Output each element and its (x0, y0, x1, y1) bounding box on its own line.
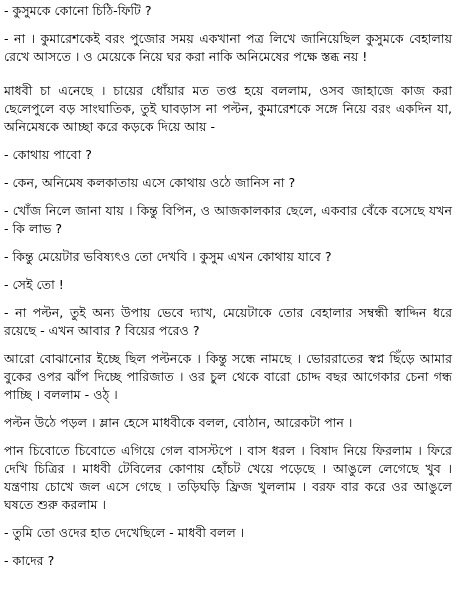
dialogue-line: - কেন, অনিমেষ কলকাতায় এসে কোথায় ওঠে জানিস না ? (4, 175, 296, 190)
narrative-paragraph: পল্টন উঠে পড়ল । ম্লান হেসে মাধবীকে বলল, বোঠান, আরেকটা পান । (4, 415, 353, 430)
dialogue-line: - না । কুমারেশকেই বরং পুজোর সময় একখানা পত্র লিখে জানিয়েছিল কুসুমকে বেহালায় রেখে আসতে । ও মেয়েকে নিয়ে ঘর করা নাকি অনিমেষের পক্ষে স্তব্ধ নয় ! (4, 31, 452, 64)
narrative-paragraph: মাধবী চা এনেছে । চায়ের ধোঁয়ার মত তপ্ত হয়ে বললাম, ওসব জাহাজে কাজ করা ছেলেপুলে বড় সাংঘাতিক, তুই ঘাবড়াস না পল্টন, কুমারেশকে সঙ্গে নিয়ে বরং একদিন যা, অনিমেষকে আচ্ছা করে কড়কে দিয়ে আয় - (4, 83, 452, 134)
narrative-paragraph: পান চিবোতে চিবোতে এগিয়ে গেল বাসস্টপে । বাস ধরল । বিষাদ নিয়ে ফিরলাম । ফিরে দেখি চিত্রির । মাধবী টেবিলের কোণায় হোঁচট খেয়ে পড়েছে । আঙুলে লেগেছে খুব । যন্ত্রণায় চোখে জল এসে গেছে । তড়িঘড়ি ফ্রিজ খুললাম । বরফ বার করে ওর আঙুলে ঘষতে শুরু করলাম । (4, 443, 452, 512)
dialogue-line: - কোথায় পাবো ? (4, 147, 92, 162)
dialogue-line: - না পল্টন, তুই অন্য উপায় ভেবে দ্যাখ, মেয়েটাকে তোর বেহালার সম্বন্ধী স্বাদ্দিন ধরে রয়েছে - এখন আবার ? বিয়ের পরেও ? (4, 305, 452, 338)
dialogue-line: - খোঁজ নিলে জানা যায় । কিন্তু বিপিন, ও আজকালকার ছেলে, একবার বেঁকে বসেছে যখন - কি লাভ ? (4, 203, 452, 236)
dialogue-line: - কিন্তু মেয়েটার ভবিষ্যৎও তো দেখবি । কুসুম এখন কোথায় যাবে ? (4, 249, 332, 264)
dialogue-line: - কাদের ? (4, 553, 55, 568)
dialogue-line: - কুসুমকে কোনো চিঠি-ফিটি ? (4, 3, 152, 18)
dialogue-line: - সেই তো ! (4, 277, 64, 292)
narrative-paragraph: আরো বোঝানোর ইচ্ছে ছিল পল্টনকে । কিন্তু সন্ধে নামছে । ভোররাতের স্বপ্ন ছিঁড়ে আমার বুকের ওপর ঝাঁপ দিচ্ছে পারিজাত । ওর চুল থেকে বারো চোদ্দ বছর আগেকার চেনা গন্ধ পাচ্ছি । বললাম - ওঠ্ । (4, 351, 452, 402)
dialogue-line: - তুমি তো ওদের হাত দেখেছিলে - মাধবী বলল । (4, 525, 245, 540)
